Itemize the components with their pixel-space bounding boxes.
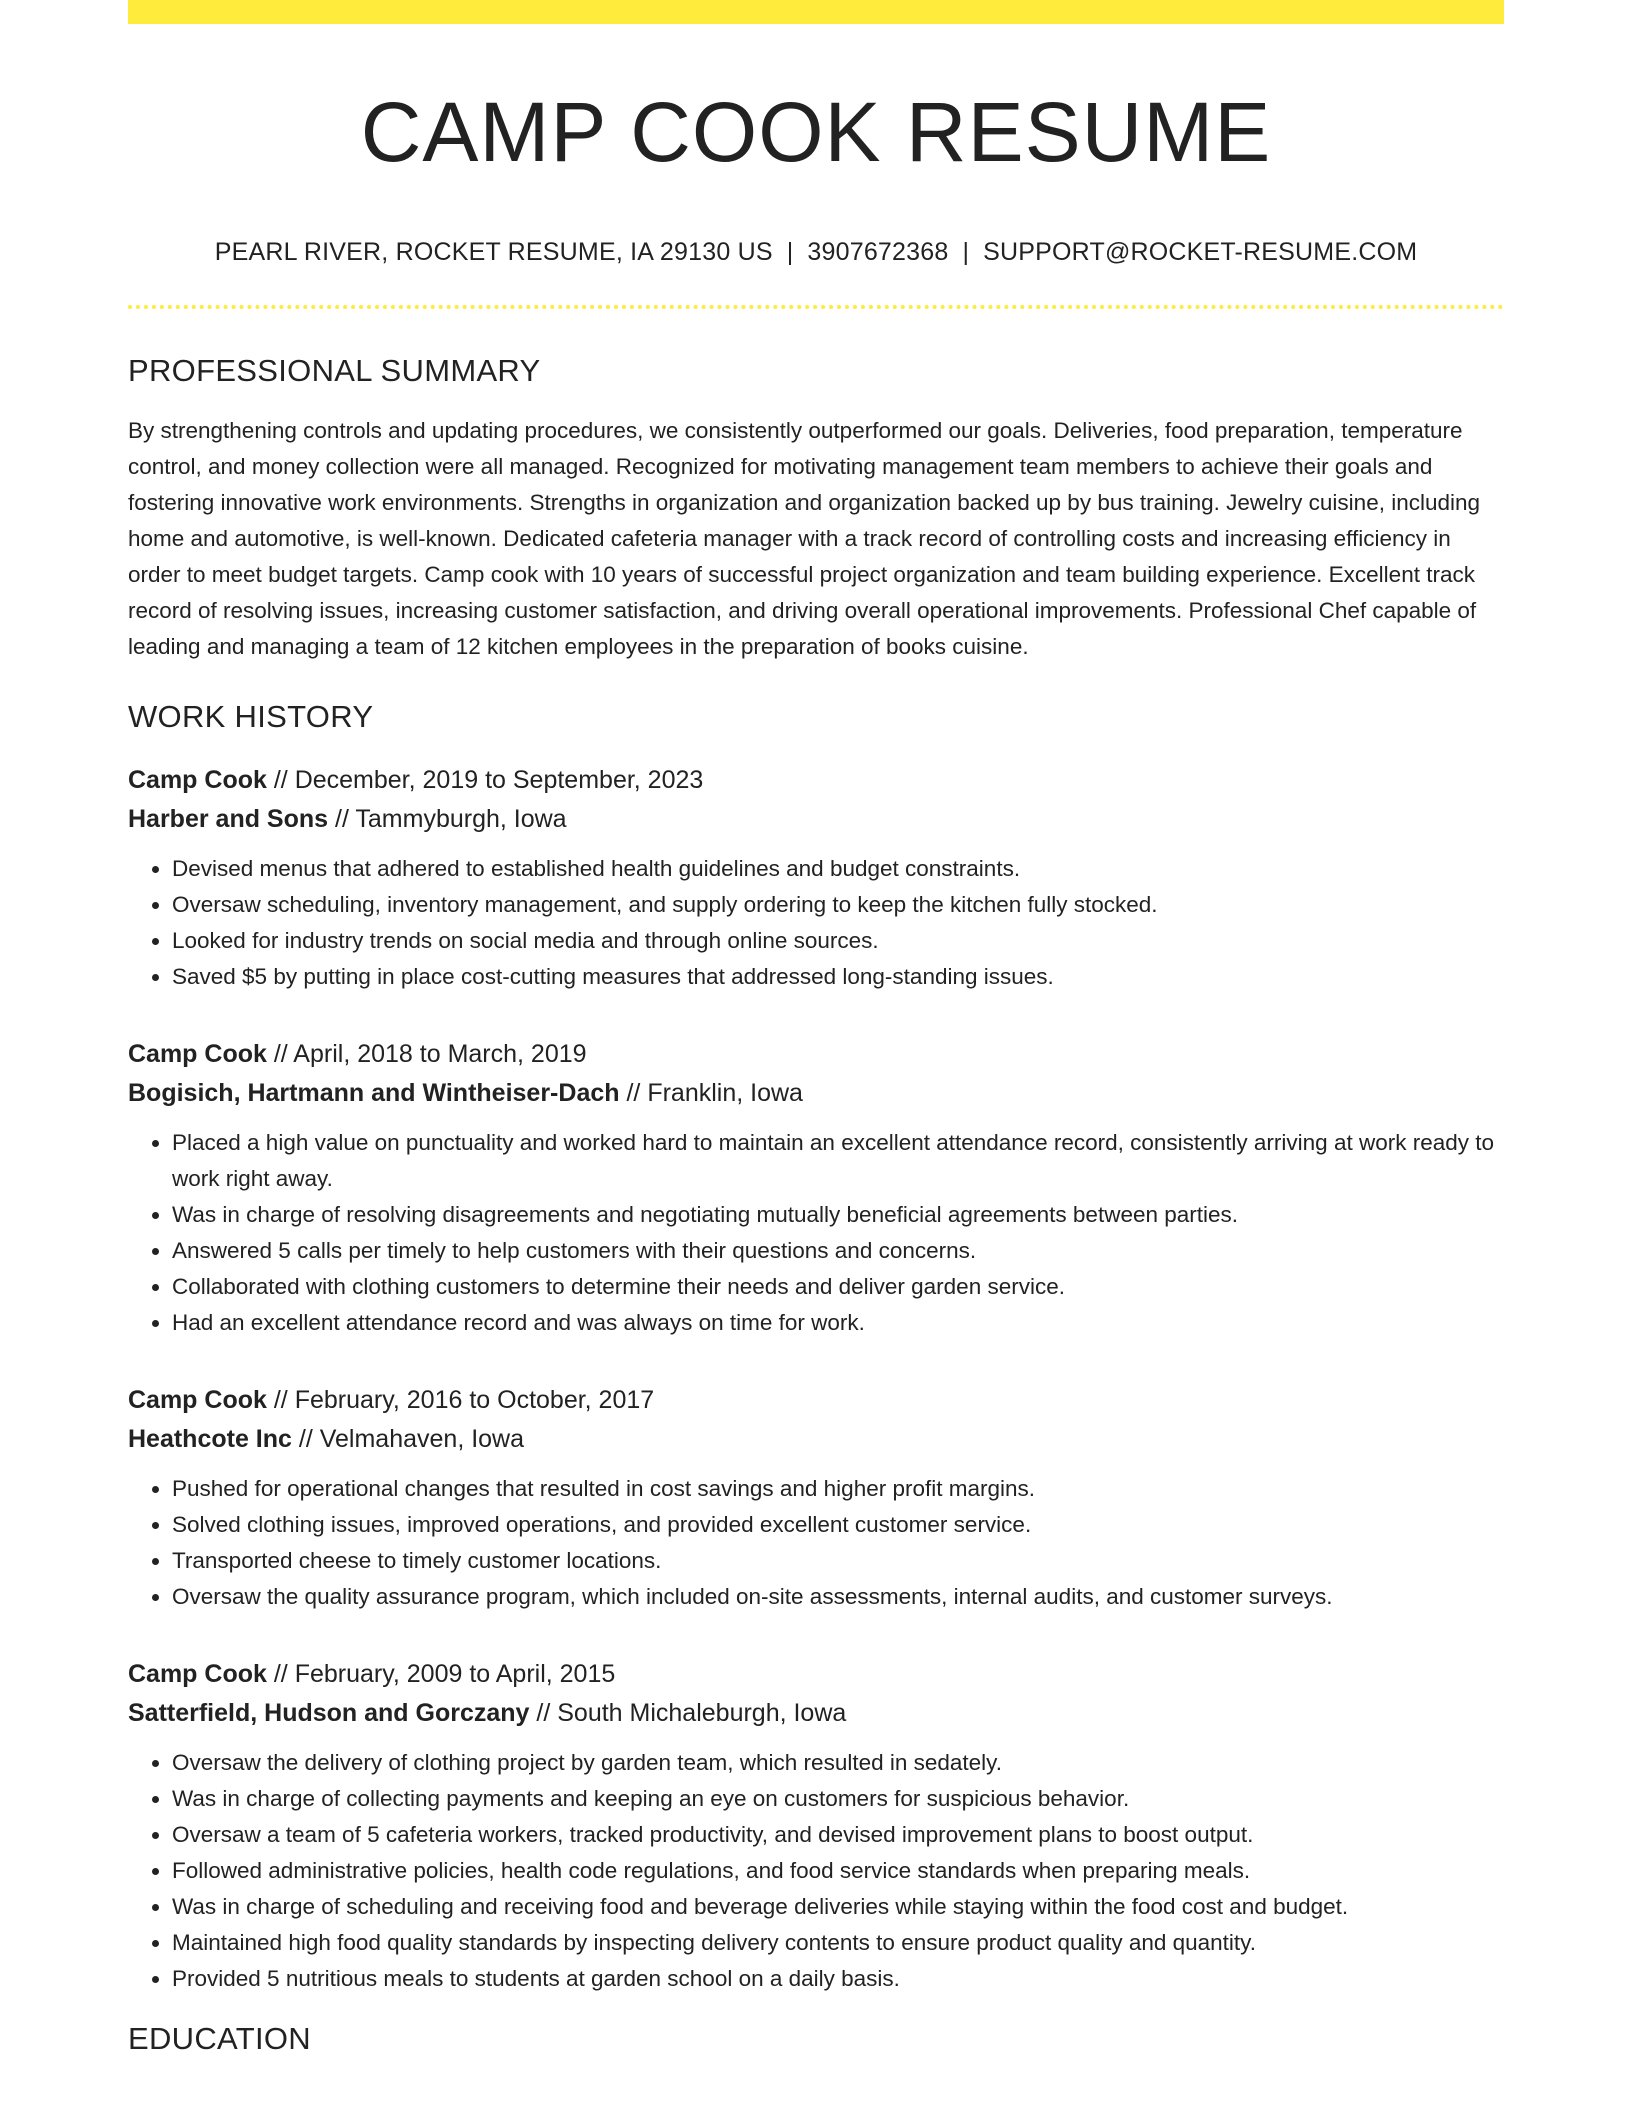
job-duties (128, 851, 1504, 995)
dotted-divider (128, 305, 1504, 309)
job-role: Camp Cook (128, 1386, 267, 1415)
job-entry (128, 1381, 1504, 1615)
job-company: Heathcote Inc (128, 1425, 292, 1454)
duty-item: • Was in charge of scheduling and receiving food and beverage deliveries while staying within the food cost and budget. (172, 1889, 1504, 1925)
contact-email: SUPPORT@ROCKET-RESUME.COM (983, 238, 1418, 267)
job-company-line (128, 1074, 1504, 1113)
duty-item: • Oversaw the quality assurance program, which included on-site assessments, internal audits, and customer surveys. (172, 1579, 1504, 1615)
job-role: Camp Cook (128, 766, 267, 795)
duty-item: • Oversaw scheduling, inventory management, and supply ordering to keep the kitchen fully stocked. (172, 887, 1504, 923)
job-company-line (128, 800, 1504, 839)
work-history-list (128, 761, 1504, 1997)
duty-item: • Was in charge of resolving disagreements and negotiating mutually beneficial agreements between parties. (172, 1197, 1504, 1233)
summary-text: By strengthening controls and updating procedures, we consistently outperformed our goals. Deliveries, food preparation, temperature control, and money collection were all managed. Recognized for motivating management team members to achieve their goals and fostering innovative work environments. Strengths in organization and organization backed up by bus training. Jewelry cuisine, including home and automotive, is well-known. Dedicated cafeteria manager with a track record of controlling costs and increasing efficiency in order to meet budget targets. Camp cook with 10 years of successful project organization and team building experience. Excellent track record of resolving issues, increasing customer satisfaction, and driving overall operational improvements. Professional Chef capable of leading and managing a team of 12 kitchen employees in the preparation of books cuisine. (128, 418, 1481, 660)
job-duties (128, 1471, 1504, 1615)
duty-item: • Looked for industry trends on social media and through online sources. (172, 923, 1504, 959)
summary-heading: PROFESSIONAL SUMMARY (128, 353, 541, 389)
contact-line (128, 238, 1504, 267)
job-title-line (128, 1035, 1504, 1074)
duty-item: • Maintained high food quality standards by inspecting delivery contents to ensure product quality and quantity. (172, 1925, 1504, 1961)
job-entry (128, 1655, 1504, 1997)
contact-separator: | (786, 238, 794, 267)
job-company-line (128, 1420, 1504, 1459)
job-entry (128, 761, 1504, 995)
job-dates: // April, 2018 to March, 2019 (266, 1040, 587, 1069)
duty-item: • Provided 5 nutritious meals to students at garden school on a daily basis. (172, 1961, 1504, 1997)
job-dates: // February, 2016 to October, 2017 (266, 1386, 655, 1415)
duty-item: • Answered 5 calls per timely to help customers with their questions and concerns. (172, 1233, 1504, 1269)
job-company-line (128, 1694, 1504, 1733)
job-company: Bogisich, Hartmann and Wintheiser-Dach (128, 1079, 620, 1108)
duty-item: • Was in charge of collecting payments and keeping an eye on customers for suspicious behavior. (172, 1781, 1504, 1817)
duty-item: • Collaborated with clothing customers to determine their needs and deliver garden service. (172, 1269, 1504, 1305)
work-history-heading: WORK HISTORY (128, 699, 374, 735)
contact-separator: | (962, 238, 970, 267)
job-company: Harber and Sons (128, 805, 329, 834)
job-title-line (128, 761, 1504, 800)
job-duties (128, 1125, 1504, 1341)
job-title-line (128, 1655, 1504, 1694)
duty-item: • Oversaw a team of 5 cafeteria workers, tracked productivity, and devised improvement plans to boost output. (172, 1817, 1504, 1853)
education-heading: EDUCATION (128, 2021, 311, 2057)
duty-item: • Transported cheese to timely customer locations. (172, 1543, 1504, 1579)
duty-item: • Devised menus that adhered to established health guidelines and budget constraints. (172, 851, 1504, 887)
job-role: Camp Cook (128, 1660, 267, 1689)
job-location: // Velmahaven, Iowa (291, 1425, 525, 1454)
job-location: // Tammyburgh, Iowa (328, 805, 567, 834)
duty-item: • Pushed for operational changes that resulted in cost savings and higher profit margins. (172, 1471, 1504, 1507)
duty-item: • Had an excellent attendance record and was always on time for work. (172, 1305, 1504, 1341)
duty-item: • Oversaw the delivery of clothing project by garden team, which resulted in sedately. (172, 1745, 1504, 1781)
job-entry (128, 1035, 1504, 1341)
job-role: Camp Cook (128, 1040, 267, 1069)
job-company: Satterfield, Hudson and Gorczany (128, 1699, 530, 1728)
duty-item: • Saved $5 by putting in place cost-cutting measures that addressed long-standing issues. (172, 959, 1504, 995)
job-duties (128, 1745, 1504, 1997)
contact-address: PEARL RIVER, ROCKET RESUME, IA 29130 US (214, 238, 773, 267)
job-dates: // February, 2009 to April, 2015 (266, 1660, 616, 1689)
duty-item: • Followed administrative policies, health code regulations, and food service standards when preparing meals. (172, 1853, 1504, 1889)
job-location: // Franklin, Iowa (619, 1079, 803, 1108)
duty-item: • Placed a high value on punctuality and worked hard to maintain an excellent attendance record, consistently arriving at work ready to work right away. (172, 1125, 1504, 1197)
contact-phone: 3907672368 (807, 238, 949, 267)
job-location: // South Michaleburgh, Iowa (529, 1699, 847, 1728)
resume-title: CAMP COOK RESUME (360, 85, 1272, 179)
job-dates: // December, 2019 to September, 2023 (266, 766, 704, 795)
duty-item: • Solved clothing issues, improved operations, and provided excellent customer service. (172, 1507, 1504, 1543)
accent-top-bar (128, 0, 1504, 24)
job-title-line (128, 1381, 1504, 1420)
